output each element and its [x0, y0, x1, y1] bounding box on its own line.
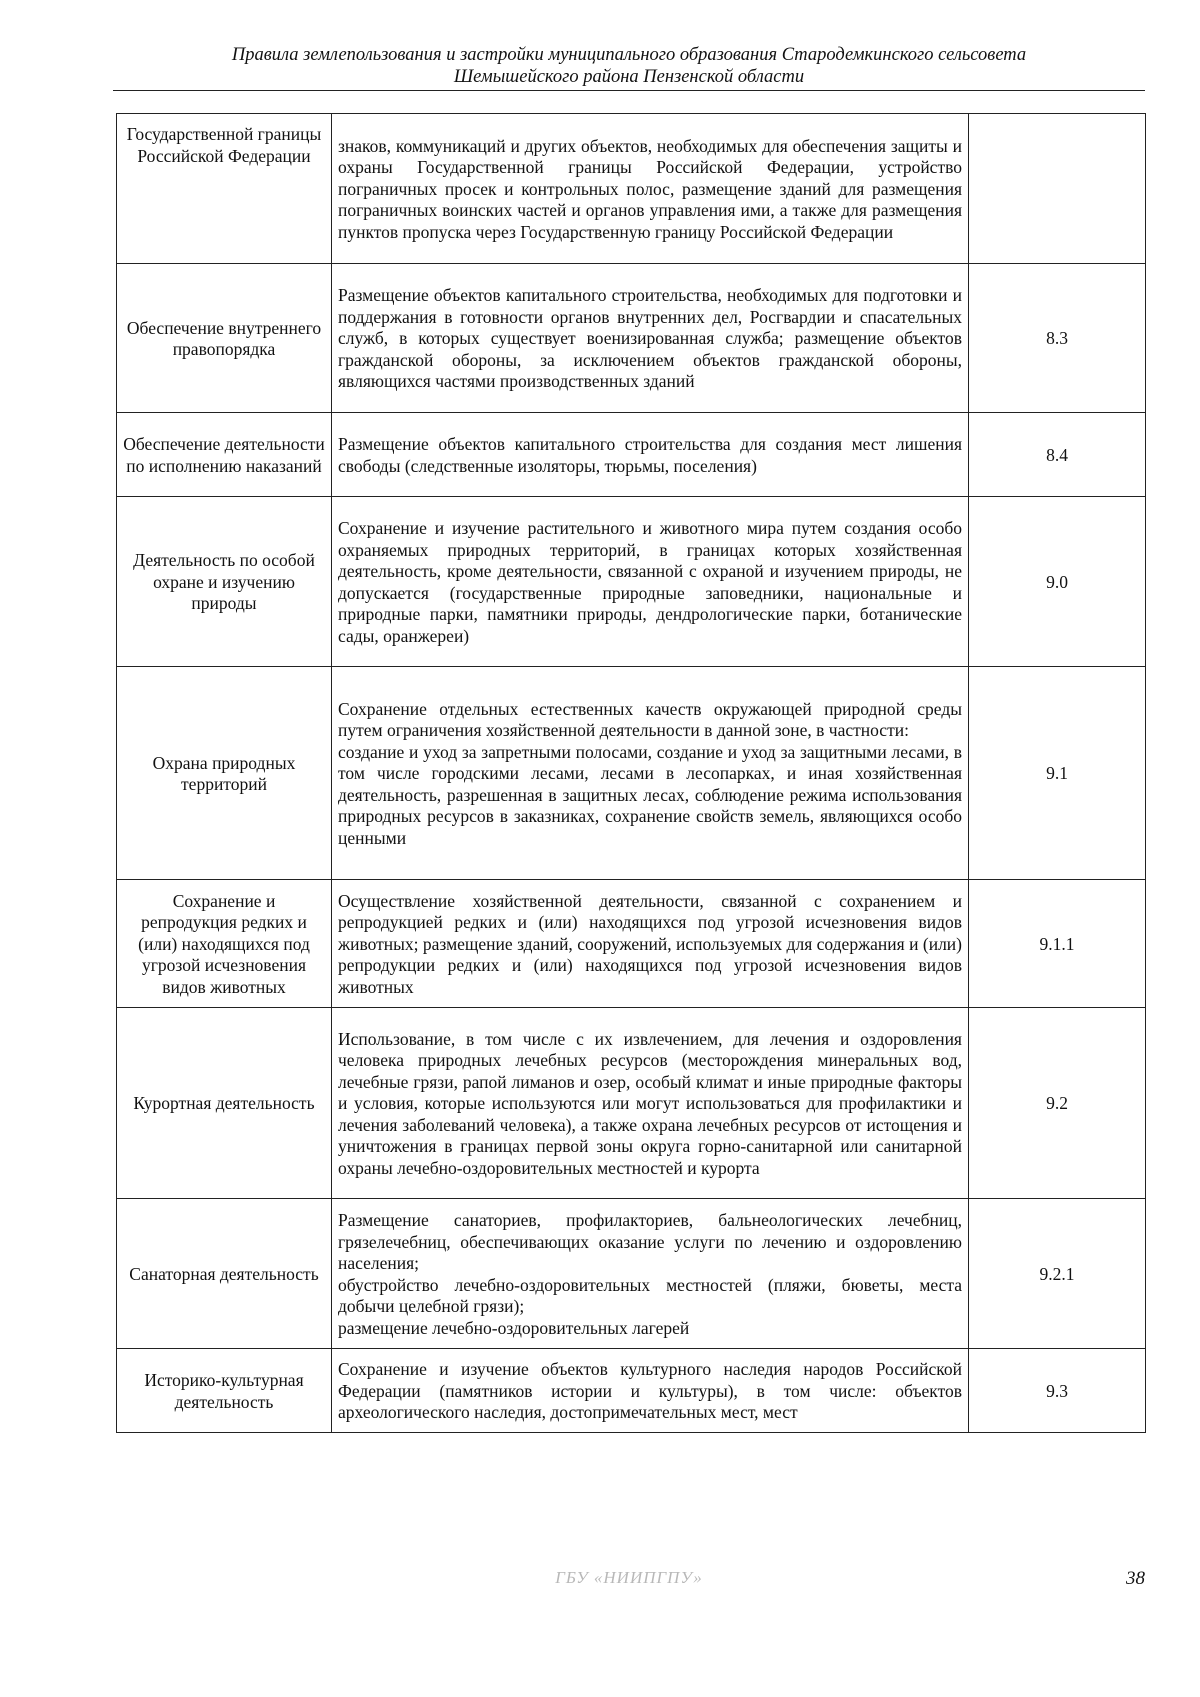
header-line-2: Шемышейского района Пензенской области [453, 67, 805, 87]
classifier-code-cell: 8.4 [969, 413, 1146, 497]
description-paragraph: знаков, коммуникаций и других объектов, необходимых для обеспечения защиты и охраны Государственной границы Российской Федерации, устройство пограничных просек и контрольных полос, размещение зданий для размещения пограничных воинских частей и органов управления ими, а также для размещения пунктов пропуска через Государственную границу Российской Федерации [338, 135, 962, 242]
description-paragraph: Сохранение и изучение растительного и животного мира путем создания особо охраняемых природных территорий, в границах которых хозяйственная деятельность, кроме деятельности, связанной с охраной и изучением природы, не допускается (государственные природные заповедники, национальные и природные парки, памятники природы, дендрологические парки, ботанические сады, оранжереи) [338, 518, 962, 646]
land-use-type-cell: Курортная деятельность [117, 1008, 332, 1199]
table-row [117, 497, 1146, 667]
table-row [117, 413, 1146, 497]
classifier-code-cell: 8.3 [969, 264, 1146, 413]
classifier-code-cell: 9.1 [969, 667, 1146, 880]
land-use-description-cell [332, 1008, 969, 1199]
land-use-description-cell [332, 413, 969, 497]
land-use-type-cell: Охрана природных территорий [117, 667, 332, 880]
classifier-code-cell: 9.0 [969, 497, 1146, 667]
description-paragraph: Сохранение и изучение объектов культурного наследия народов Российской Федерации (памятников истории и культуры), в том числе: объектов археологического наследия, достопримечательных мест, мест [338, 1359, 962, 1423]
land-use-description-cell [332, 880, 969, 1008]
footer-organization: ГБУ «НИИПГПУ» [555, 1568, 703, 1587]
table-row [117, 1199, 1146, 1349]
land-use-type-cell: Государственной границы Российской Федерации [117, 114, 332, 264]
land-use-description-cell [332, 114, 969, 264]
table-body [117, 114, 1146, 1433]
description-paragraph: Размещение санаториев, профилакториев, бальнеологических лечебниц, грязелечебниц, обеспечивающих оказание услуги по лечению и оздоровлению населения; [338, 1210, 962, 1273]
description-paragraph: Осуществление хозяйственной деятельности, связанной с сохранением и репродукцией редких и (или) находящихся под угрозой исчезновения видов животных; размещение зданий, сооружений, используемых для содержания и (или) репродукции редких и (или) находящихся под угрозой исчезновения видов животных [338, 890, 962, 997]
land-use-table [116, 113, 1146, 1433]
description-paragraph: Размещение объектов капитального строительства для создания мест лишения свободы (следственные изоляторы, тюрьмы, поселения) [338, 434, 962, 476]
description-paragraph: Сохранение отдельных естественных качеств окружающей природной среды путем ограничения хозяйственной деятельности в данной зоне, в частности: [338, 698, 962, 741]
classifier-code-cell [969, 114, 1146, 264]
classifier-code-cell: 9.2 [969, 1008, 1146, 1199]
page-header [113, 44, 1145, 88]
table-row [117, 880, 1146, 1008]
land-use-type-cell: Обеспечение деятельности по исполнению наказаний [117, 413, 332, 497]
classifier-code-cell: 9.1.1 [969, 880, 1146, 1008]
land-use-type-cell: Санаторная деятельность [117, 1199, 332, 1349]
header-line-1: Правила землепользования и застройки муниципального образования Стародемкинского сельсовета [231, 45, 1027, 65]
table-row [117, 667, 1146, 880]
description-paragraph: создание и уход за запретными полосами, создание и уход за защитными лесами, в том числе городскими лесами, лесами в лесопарках, и иная хозяйственная деятельность, разрешенная в защитных лесах, соблюдение режима использования природных ресурсов в заказниках, сохранение свойств земель, являющихся особо ценными [338, 741, 962, 848]
description-paragraph: размещение лечебно-оздоровительных лагерей [338, 1317, 690, 1338]
land-use-type-cell: Историко-культурная деятельность [117, 1349, 332, 1433]
land-use-type-cell: Деятельность по особой охране и изучению природы [117, 497, 332, 667]
classifier-code-cell: 9.3 [969, 1349, 1146, 1433]
land-use-description-cell [332, 1349, 969, 1433]
table-row [117, 264, 1146, 413]
classifier-code-cell: 9.2.1 [969, 1199, 1146, 1349]
table-row [117, 1349, 1146, 1433]
description-paragraph: Использование, в том числе с их извлечением, для лечения и оздоровления человека природных лечебных ресурсов (месторождения минеральных вод, лечебные грязи, рапой лиманов и озер, особый климат и иные природные факторы и условия, которые используются или могут использоваться для профилактики и лечения заболеваний человека), а также охрана лечебных ресурсов от истощения и уничтожения в границах первой зоны округа горно-санитарной или санитарной охраны лечебно-оздоровительных местностей и курорта [338, 1028, 962, 1178]
page-footer [113, 1568, 1145, 1592]
land-use-description-cell [332, 1199, 969, 1349]
table-row [117, 114, 1146, 264]
land-use-description-cell [332, 497, 969, 667]
description-paragraph: обустройство лечебно-оздоровительных местностей (пляжи, бюветы, места добычи целебной грязи); [338, 1274, 962, 1316]
land-use-type-cell: Сохранение и репродукция редких и (или) находящихся под угрозой исчезновения видов животных [117, 880, 332, 1008]
land-use-description-cell [332, 264, 969, 413]
land-use-type-cell: Обеспечение внутреннего правопорядка [117, 264, 332, 413]
land-use-description-cell [332, 667, 969, 880]
table-row [117, 1008, 1146, 1199]
page-number: 38 [1126, 1568, 1145, 1589]
description-paragraph: Размещение объектов капитального строительства, необходимых для подготовки и поддержания в готовности органов внутренних дел, Росгвардии и спасательных служб, в которых существует военизированная служба; размещение объектов гражданской обороны, за исключением объектов гражданской обороны, являющихся частями производственных зданий [338, 285, 962, 392]
header-divider [113, 90, 1145, 91]
